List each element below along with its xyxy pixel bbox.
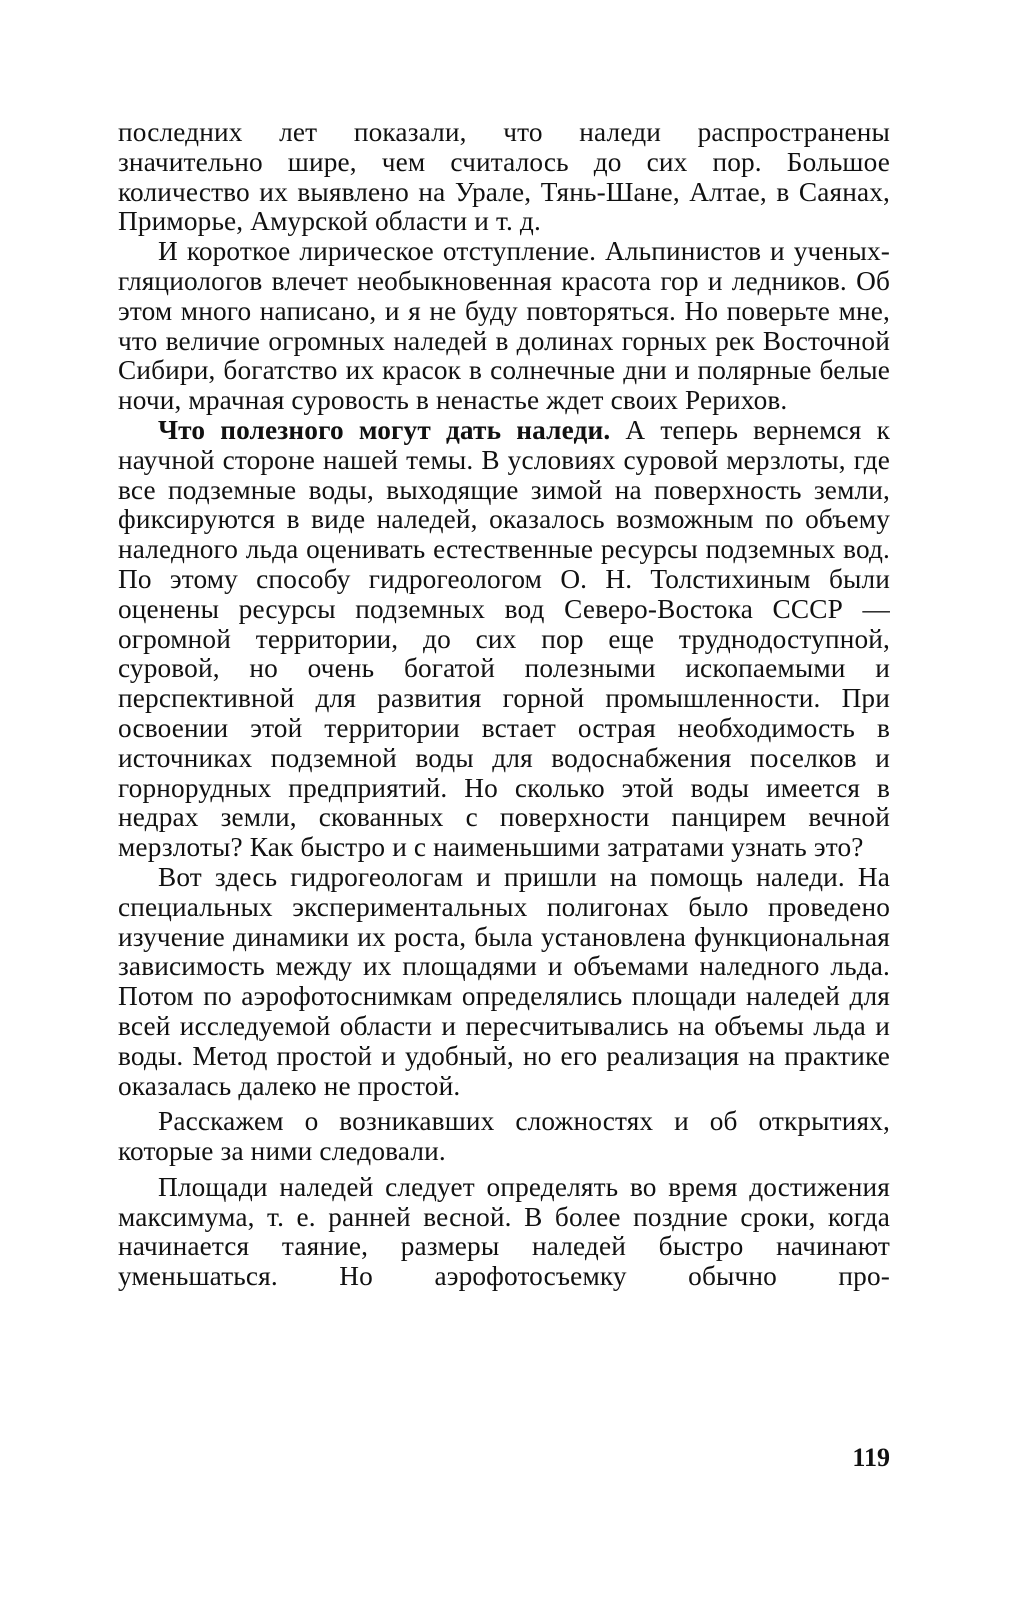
paragraph-useful-icings xyxy=(118,416,890,863)
page-number: 119 xyxy=(852,1443,890,1472)
body-text xyxy=(118,118,890,1292)
paragraph-difficulties: Расскажем о возникавших сложностях и об открытиях, которые за ними следовали. xyxy=(118,1106,890,1167)
paragraph-lyrical-digression: И короткое лирическое отступление. Альпинистов и ученых-гляциологов влечет необыкновенная красота гор и ледников. Об этом много написано, и я не буду повторяться. Но поверьте мне, что величие огромных наледей в долинах горных рек Восточной Сибири, богатство их красок в солнечные дни и полярные белые ночи, мрачная суровость в ненастье ждет своих Рерихов. xyxy=(118,236,890,416)
paragraph-continuation: последних лет показали, что наледи распространены значительно шире, чем считалось до сих пор. Большое количество их выявлено на Урале, Тянь-Шане, Алтае, в Саянах, Приморье, Амурской области и т. д. xyxy=(118,117,890,237)
paragraph-text: А теперь вернемся к научной стороне нашей темы. В условиях суровой мерзлоты, где все подземные воды, выходящие зимой на поверхность земли, фиксируются в виде наледей, оказалось возможным по объему наледного льда оценивать естественные ресурсы подземных вод. По этому способу гидрогеологом О. Н. Толстихиным были оценены ресурсы подземных вод Северо-Востока СССР — огромной территории, до сих пор еще труднодоступной, суровой, но очень богатой полезными ископаемыми и перспективной для развития горной промышленности. При освоении этой территории встает острая необходимость в источниках подземной воды для водоснабжения поселков и горнорудных предприятий. Но сколько этой воды имеется в недрах земли, скованных с поверхности панцирем вечной мерзлоты? Как быстро и с наименьшими затратами узнать это? xyxy=(118,414,890,863)
paragraph-hydrogeologists: Вот здесь гидрогеологам и пришли на помощь наледи. На специальных экспериментальных полигонах было проведено изучение динамики их роста, была установлена функциональная зависимость между их площадями и объемами наледного льда. Потом по аэрофотоснимкам определялись площади наледей для всей исследуемой области и пересчитывались на объемы льда и воды. Метод простой и удобный, но его реализация на практике оказалась далеко не простой. xyxy=(118,861,890,1101)
paragraph-icing-areas: Площади наледей следует определять во время достижения максимума, т. е. ранней весной. В более поздние сроки, когда начинается таяние, размеры наледей быстро начинают уменьшаться. Но аэрофотосъемку обычно про- xyxy=(118,1171,890,1292)
book-page xyxy=(118,118,890,1292)
section-run-in-heading: Что полезного могут дать наледи. xyxy=(158,414,611,445)
